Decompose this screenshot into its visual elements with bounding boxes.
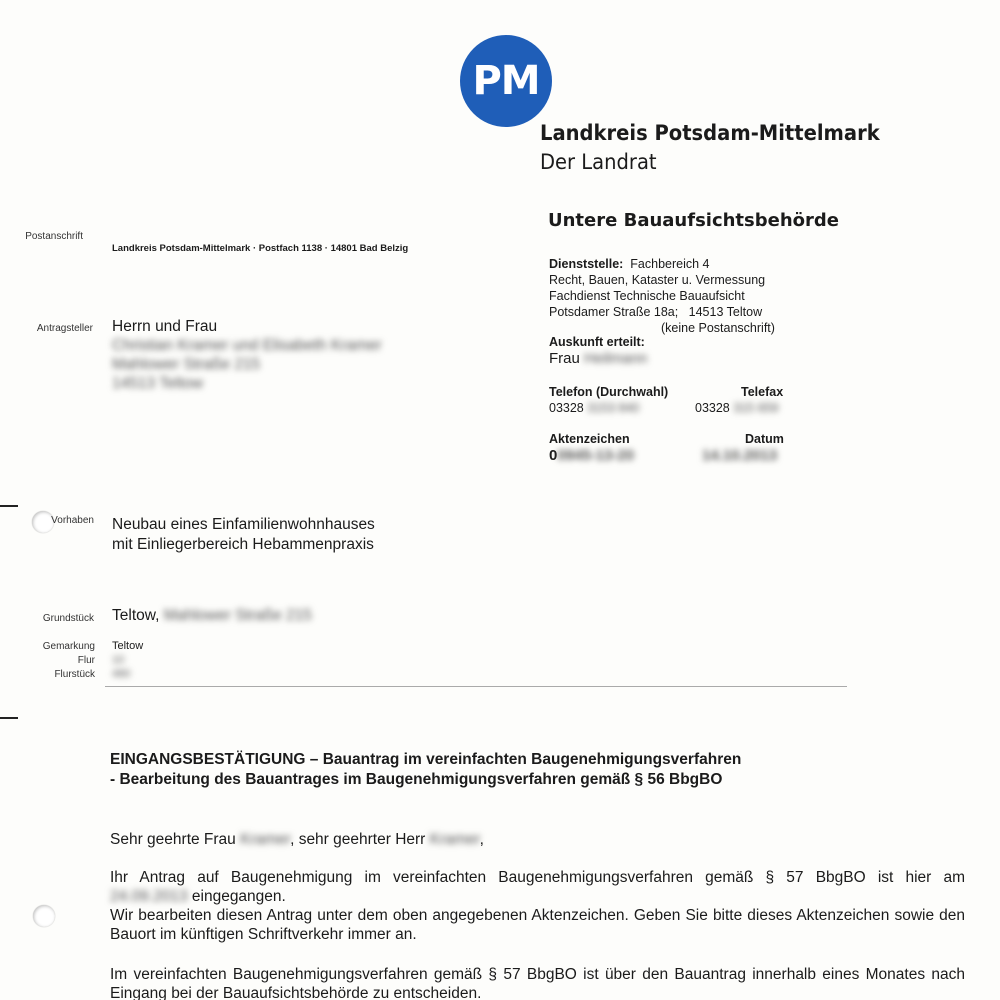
aktenzeichen-redacted: 0945-13-20 xyxy=(557,447,635,464)
office-line-3: Fachdienst Technische Bauaufsicht xyxy=(549,289,745,303)
plot-values xyxy=(112,639,143,681)
org-subtitle: Der Landrat xyxy=(540,150,657,174)
dienststelle-label: Dienststelle: xyxy=(549,257,624,271)
project-line-2: mit Einliegerbereich Hebammenpraxis xyxy=(112,536,374,553)
office-line-2: Recht, Bauen, Kataster u. Vermessung xyxy=(549,273,766,287)
flur-label: Flur xyxy=(77,655,95,666)
telefax-label: Telefax xyxy=(741,385,784,399)
dienststelle-value: Fachbereich 4 xyxy=(630,257,710,271)
grundstueck-value xyxy=(112,607,312,625)
greeting-name-redacted: Kramer xyxy=(240,831,291,848)
auskunft-line xyxy=(549,350,647,368)
office-details xyxy=(549,256,775,336)
plot-labels xyxy=(5,640,95,682)
auskunft-label: Auskunft erteilt: xyxy=(549,335,645,349)
greeting-part-a: Sehr geehrte Frau xyxy=(110,831,236,848)
receipt-date-redacted: 24.09.2013 xyxy=(110,888,188,905)
grundstueck-redacted: Mahlower Straße 215 xyxy=(163,607,312,624)
postal-label: Postanschrift xyxy=(25,231,83,242)
fold-mark xyxy=(0,505,18,507)
letter-subject xyxy=(110,750,741,790)
applicant-street-redacted: Mahlower Straße 215 xyxy=(112,356,261,373)
telefax-redacted: 315 659 xyxy=(733,401,779,415)
project-label: Vorhaben xyxy=(51,515,94,526)
applicant-names-redacted: Christian Kramer und Elisabeth Kramer xyxy=(112,337,382,354)
aktenzeichen-value xyxy=(549,447,634,465)
greeting-part-b: , sehr geehrter Herr xyxy=(290,831,426,848)
postal-address-line: Landkreis Potsdam-Mittelmark · Postfach 1138 · 14801 Bad Belzig xyxy=(112,243,409,254)
subject-line-2: - Bearbeitung des Bauantrages im Baugenehmigungsverfahren gemäß § 56 BbgBO xyxy=(110,771,723,788)
applicant-address xyxy=(112,317,382,393)
datum-label: Datum xyxy=(745,432,784,446)
fold-mark xyxy=(0,717,18,719)
paragraph-1-rest: eingegangen. xyxy=(191,888,286,905)
applicant-city-redacted: 14513 Teltow xyxy=(112,375,204,392)
paragraph-1-line-2 xyxy=(110,887,965,906)
office-city: 14513 Teltow xyxy=(688,305,763,319)
logo-text: PM xyxy=(472,58,540,104)
punch-hole xyxy=(33,905,55,927)
applicant-salutation: Herrn und Frau xyxy=(112,318,218,335)
greeting-part-c: , xyxy=(479,831,484,848)
org-name: Landkreis Potsdam-Mittelmark xyxy=(540,121,880,145)
applicant-label: Antragsteller xyxy=(36,323,93,334)
paragraph-1-line-1: Ihr Antrag auf Baugenehmigung im vereinfachten Baugenehmigungsverfahren gemäß § 57 BbgBO ist hier am xyxy=(110,869,965,886)
greeting xyxy=(110,830,965,849)
datum-redacted: 14.10.2013 xyxy=(702,447,778,464)
auskunft-name-redacted: Heilmann xyxy=(584,350,648,367)
project-line-1: Neubau eines Einfamilienwohnhauses xyxy=(112,516,375,533)
flurstueck-redacted: 480 xyxy=(112,668,131,680)
office-line-5: (keine Postanschrift) xyxy=(661,321,775,335)
paragraph-2: Im vereinfachten Baugenehmigungsverfahren gemäß § 57 BbgBO ist über den Bauantrag innerhalb eines Monates nach Eingang bei der Bauaufsichtsbehörde zu entscheiden. xyxy=(110,966,965,1000)
office-street: Potsdamer Straße 18a; xyxy=(549,305,679,319)
gemarkung-label: Gemarkung xyxy=(42,641,95,652)
aktenzeichen-prefix: 0 xyxy=(549,447,558,464)
project-description xyxy=(112,515,375,555)
auskunft-prefix: Frau xyxy=(549,350,580,367)
greeting-name-redacted: Kramer xyxy=(429,831,480,848)
telefax-prefix: 03328 xyxy=(695,401,730,415)
department-title: Untere Bauaufsichtsbehörde xyxy=(548,210,839,231)
pm-logo xyxy=(460,35,552,127)
section-divider xyxy=(105,686,847,687)
telefax-value xyxy=(695,400,778,416)
telefon-value xyxy=(549,400,639,416)
grundstueck-prefix: Teltow, xyxy=(112,607,160,624)
flur-redacted: 10 xyxy=(112,654,125,666)
telefon-redacted: 3153 840 xyxy=(587,401,640,415)
telefon-label: Telefon (Durchwahl) xyxy=(549,385,669,399)
subject-line-1: EINGANGSBESTÄTIGUNG – Bauantrag im vereinfachten Baugenehmigungsverfahren xyxy=(110,751,742,768)
telefon-prefix: 03328 xyxy=(549,401,584,415)
grundstueck-label: Grundstück xyxy=(42,613,94,624)
aktenzeichen-label: Aktenzeichen xyxy=(549,432,630,446)
gemarkung-value: Teltow xyxy=(112,640,144,652)
flurstueck-label: Flurstück xyxy=(54,669,95,680)
paragraph-1-line-3: Wir bearbeiten diesen Antrag unter dem oben angegebenen Aktenzeichen. Geben Sie bitte dieses Aktenzeichen sowie den Bauort im künftigen Schriftverkehr immer an. xyxy=(110,907,965,943)
